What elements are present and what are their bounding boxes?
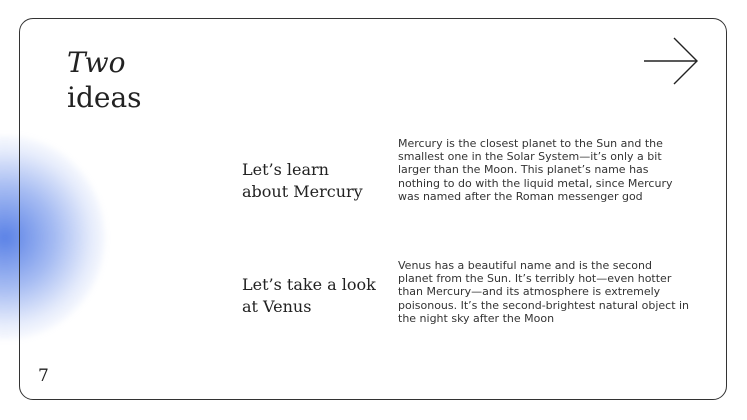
slide-title-line-1: Two bbox=[67, 46, 126, 79]
slide-title-line-2: ideas bbox=[67, 81, 142, 114]
slide-title bbox=[67, 45, 142, 115]
idea-heading-venus: Let’s take a look at Venus bbox=[242, 275, 376, 316]
page-number: 7 bbox=[38, 366, 49, 386]
idea-description-venus: Venus has a beautiful name and is the second planet from the Sun. It’s terribly hot—even hotter than Mercury—and its atmosphere is extremely poisonous. It’s the second-brightest natural object in the night sky after the Moon bbox=[398, 259, 690, 325]
arrow-right-icon[interactable] bbox=[643, 37, 699, 87]
idea-heading-mercury: Let’s learn about Mercury bbox=[242, 160, 363, 201]
idea-description-mercury: Mercury is the closest planet to the Sun and the smallest one in the Solar System—it’s only a bit larger than the Moon. This planet’s name has nothing to do with the liquid metal, since Mercury was named after the Roman messenger god bbox=[398, 137, 673, 203]
